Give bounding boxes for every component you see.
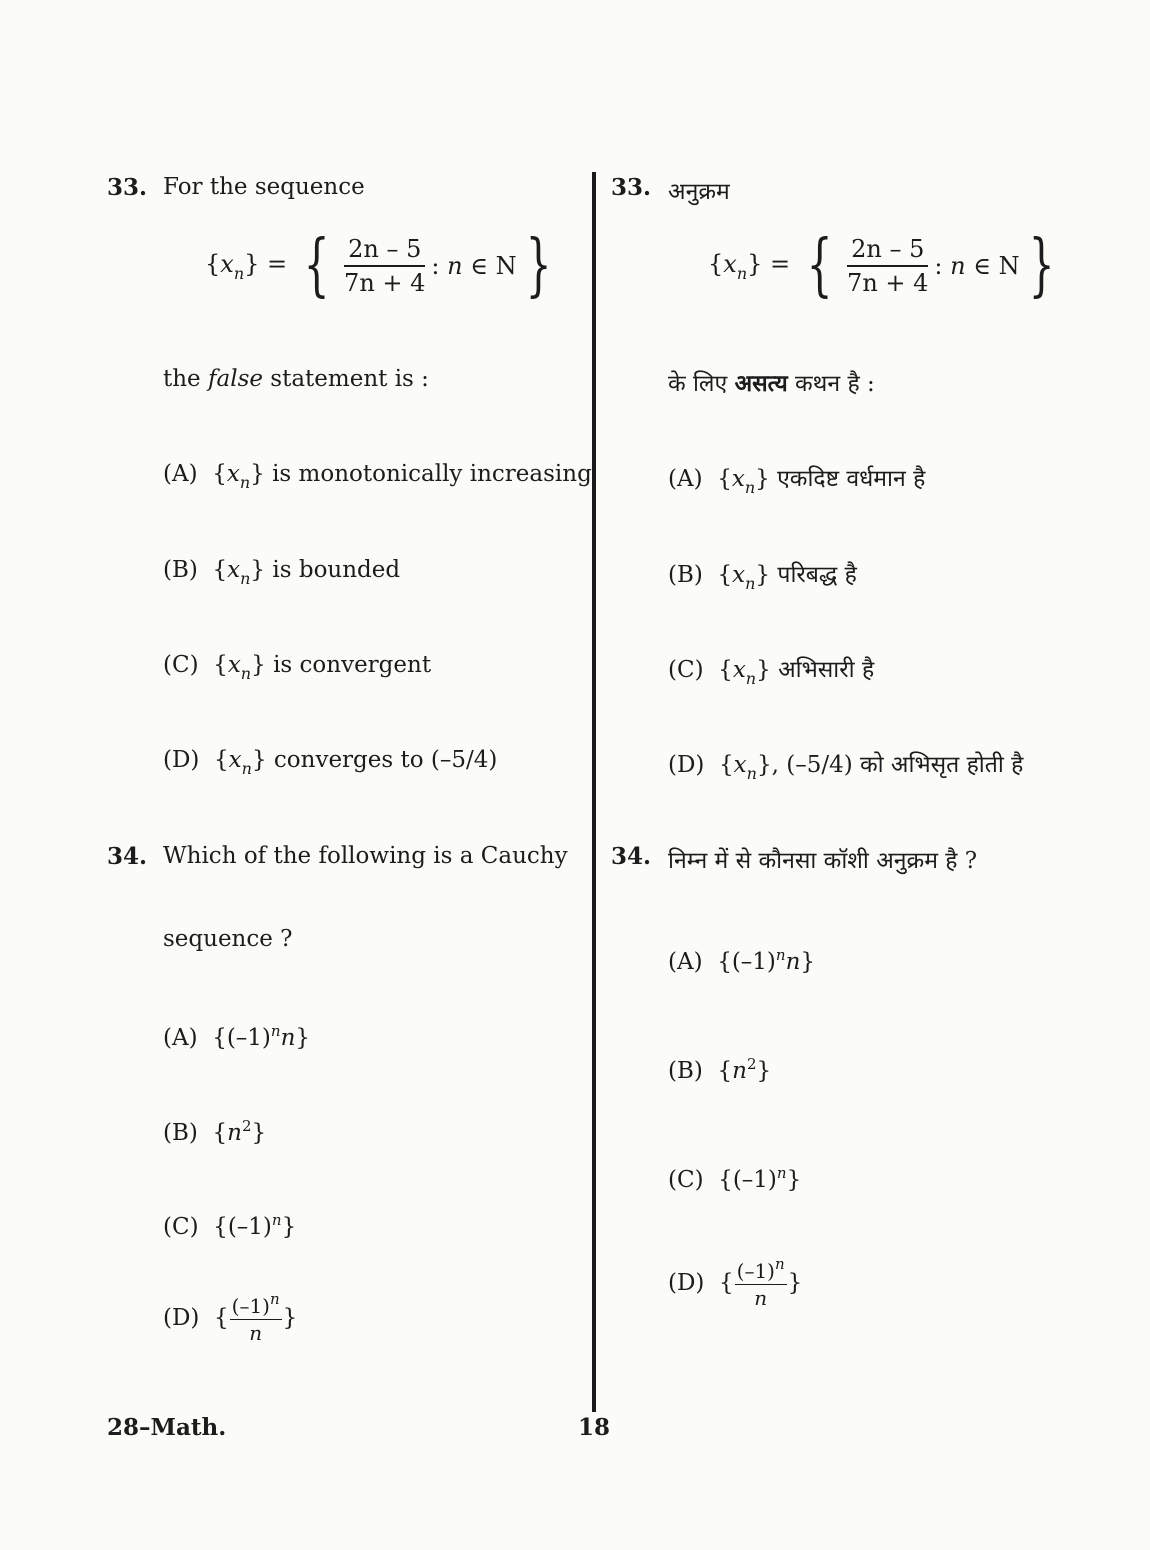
question-34-stem-hi: निम्न में से कौनसा कॉशी अनुक्रम है ? bbox=[668, 848, 978, 874]
q33-option-a-hi[interactable]: (A) $\{x_n\}$ एकदिष्ट वर्धमान है bbox=[668, 466, 926, 497]
q33-option-b-en[interactable]: (B) $\{x_n\}$ is bounded bbox=[163, 557, 401, 588]
q33-option-d-en[interactable]: (D) $\{x_n\}$ converges to (–5/4) bbox=[163, 747, 498, 778]
q34-option-b-hi[interactable]: (B) $\{n^2\}$ bbox=[668, 1055, 772, 1084]
q33-option-c-hi[interactable]: (C) $\{x_n\}$ अभिसारी है bbox=[668, 657, 875, 688]
q33-option-c-en[interactable]: (C) $\{x_n\}$ is convergent bbox=[163, 652, 432, 683]
q33-option-d-hi[interactable]: (D) $\{x_n\}$, (–5/4) को अभिसृत होती है bbox=[668, 752, 1024, 783]
q34-option-c-en[interactable]: (C) $\{(-1)^n\}$ bbox=[163, 1211, 297, 1240]
question-34-number-hi: 34. bbox=[611, 843, 652, 870]
q34-option-d-en[interactable]: (D) { $\frac{(-1)^n}{n}$ } bbox=[163, 1290, 298, 1345]
q33-option-a-en[interactable]: (A) $\{x_n\}$ is monotonically increasing bbox=[163, 461, 592, 492]
q34-option-d-hi[interactable]: (D) { $\frac{(-1)^n}{n}$ } bbox=[668, 1255, 803, 1310]
question-34-stem-line2-en: sequence ? bbox=[163, 926, 293, 952]
question-34-stem-line1-en: Which of the following is a Cauchy bbox=[163, 843, 568, 869]
question-33-prompt-hi: के लिए असत्य कथन है : bbox=[668, 370, 875, 397]
q34-option-a-hi[interactable]: (A) $\{(-1)^nn\}$ bbox=[668, 946, 816, 975]
q34-option-b-en[interactable]: (B) $\{n^2\}$ bbox=[163, 1117, 267, 1146]
footer-page-number: 18 bbox=[578, 1414, 611, 1441]
column-divider bbox=[592, 172, 596, 1412]
question-33-number-hi: 33. bbox=[611, 174, 652, 201]
q33-option-b-hi[interactable]: (B) $\{x_n\}$ परिबद्ध है bbox=[668, 562, 857, 593]
sequence-formula-hi: $\{x_n\}$ = { $\frac{2n - 5}{7n + 4}$ : n ∈ N } bbox=[708, 226, 1055, 305]
question-33-prompt-en: the false statement is : bbox=[163, 366, 429, 392]
q34-option-c-hi[interactable]: (C) $\{(-1)^n\}$ bbox=[668, 1164, 802, 1193]
footer-paper-code: 28–Math. bbox=[107, 1414, 227, 1441]
sequence-formula-en: $\{x_n\}$ = { $\frac{2n - 5}{7n + 4}$ : n ∈ N } bbox=[205, 226, 552, 305]
question-33-stem-en: For the sequence bbox=[163, 174, 365, 200]
question-33-stem-hi: अनुक्रम bbox=[668, 179, 730, 205]
q34-option-a-en[interactable]: (A) $\{(-1)^nn\}$ bbox=[163, 1022, 311, 1051]
question-34-number-en: 34. bbox=[107, 843, 148, 870]
question-33-number-en: 33. bbox=[107, 174, 148, 201]
